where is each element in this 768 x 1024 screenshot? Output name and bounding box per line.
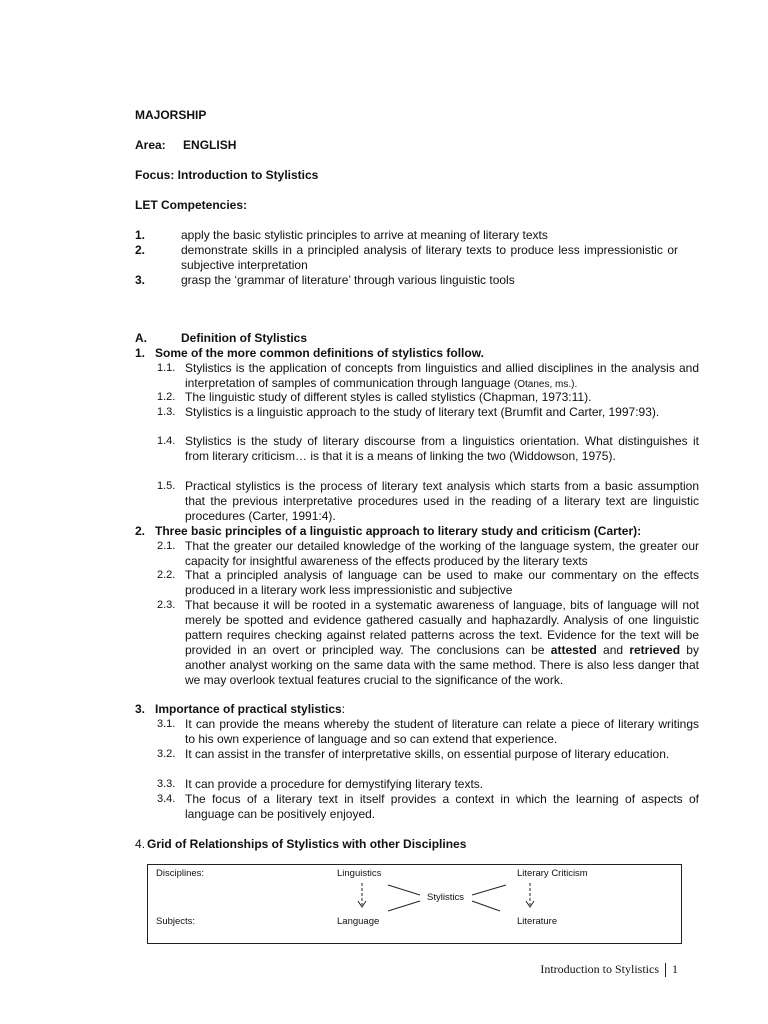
- focus-line: Focus: Introduction to Stylistics: [135, 168, 319, 182]
- sub-text: [185, 361, 699, 393]
- item-number-dot: .: [141, 837, 146, 851]
- sub-text: It can assist in the transfer of interpretative skills, on essential purpose of literary education.: [185, 747, 670, 761]
- emphasis-attested: attested: [550, 642, 597, 657]
- connector-line: [472, 885, 506, 895]
- competency-text: grasp the ‘grammar of literature’ through various linguistic tools: [181, 273, 515, 287]
- sub-text: The linguistic study of different styles is called stylistics (Chapman, 1973:11).: [185, 390, 592, 404]
- sub-text: That a principled analysis of language can be used to make our commentary on the effects produced in a literary work less impressionistic and subjective: [185, 568, 699, 597]
- competency-number: 1.: [135, 228, 146, 242]
- area-line: [135, 138, 236, 152]
- item-number: 1.: [135, 346, 146, 360]
- sub-number: 2.1.: [157, 540, 176, 552]
- sub-number: 2.3.: [157, 599, 176, 611]
- item-number-digit: 4: [135, 837, 142, 851]
- sub-number: 1.2.: [157, 391, 176, 403]
- section-title: Definition of Stylistics: [181, 331, 308, 345]
- sub-text-part: by another analyst working on the same data with the same method. There is also less danger that we may overlook textual features crucial to the significance of the work.: [185, 642, 699, 687]
- competency-text: demonstrate skills in a principled analysis of literary texts to produce less impressionistic or subjective interpretation: [181, 243, 678, 272]
- subjects-label: Subjects:: [156, 916, 196, 927]
- item-title: Three basic principles of a linguistic approach to literary study and criticism (Carter):: [155, 524, 642, 538]
- connector-line: [388, 885, 420, 895]
- competency-number: 2.: [135, 243, 146, 257]
- item-title: Some of the more common definitions of stylistics follow.: [155, 346, 484, 360]
- linguistics-label: Linguistics: [337, 868, 382, 879]
- item-number: [135, 837, 145, 852]
- item-title-text: Importance of practical stylistics: [155, 702, 342, 716]
- citation-small: (Otanes, ms.).: [513, 378, 578, 390]
- sub-number: 3.2.: [157, 748, 176, 760]
- sub-text: It can provide the means whereby the student of literature can relate a piece of literary writings to his own experience of language and so can extend that experience.: [185, 717, 699, 746]
- stylistics-label: Stylistics: [427, 892, 464, 903]
- connector-line: [472, 901, 500, 911]
- sub-text: Practical stylistics is the process of literary text analysis which starts from a basic assumption that the previous interpretative procedures used in the reading of a literary text are linguistic procedures (Carter, 1991:4).: [185, 479, 699, 523]
- area-value: ENGLISH: [183, 138, 237, 152]
- item-title-colon: :: [341, 702, 346, 716]
- section-a-heading: [135, 331, 308, 345]
- sub-text-main: Stylistics is the application of concepts from linguistics and allied disciplines in the analysis and interpretation of samples of communication through language: [185, 361, 699, 390]
- language-label: Language: [337, 916, 380, 927]
- footer-divider: [665, 963, 666, 977]
- stylistics-grid: [147, 864, 682, 944]
- sub-number: 1.3.: [157, 406, 176, 418]
- sub-text-part: and: [603, 642, 624, 657]
- page-footer: [540, 962, 678, 977]
- grid-connectors: [148, 865, 681, 943]
- sub-text: Stylistics is a linguistic approach to the study of literary text (Brumfit and Carter, 1997:93).: [185, 405, 660, 419]
- let-competencies-heading: LET Competencies:: [135, 198, 248, 212]
- disciplines-label: Disciplines:: [156, 868, 205, 879]
- section-letter: A.: [135, 331, 147, 345]
- literature-label: Literature: [517, 916, 558, 927]
- competency-number: 3.: [135, 273, 146, 287]
- competency-text: apply the basic stylistic principles to arrive at meaning of literary texts: [181, 228, 548, 242]
- emphasis-retrieved: retrieved: [629, 642, 681, 657]
- sub-number: 3.1.: [157, 718, 176, 730]
- item-title: [155, 702, 345, 717]
- area-label: Area:: [135, 138, 166, 152]
- majorship-heading: MAJORSHIP: [135, 108, 207, 122]
- sub-text-part: That because it will be rooted in a systematic awareness of language, bits of language will not merely be spotted and evidence gathered casually and haphazardly. Analysis of one linguistic pattern requires checking against related patterns across the text. Evidence for the text will be provided in an overt or principled way. The conclusions can be: [185, 598, 699, 657]
- sub-number: 2.2.: [157, 569, 176, 581]
- sub-text: Stylistics is the study of literary discourse from a linguistics orientation. What distinguishes it from literary criticism… is that it is a means of linking the two (Widdowson, 1975).: [185, 434, 699, 463]
- sub-text: It can provide a procedure for demystifying literary texts.: [185, 777, 484, 791]
- sub-number: 1.4.: [157, 435, 176, 447]
- page-number: 1: [672, 962, 678, 976]
- sub-number: 3.3.: [157, 778, 176, 790]
- literary-criticism-label: Literary Criticism: [517, 868, 588, 879]
- item-number: 3.: [135, 702, 146, 716]
- sub-text: [185, 598, 699, 687]
- footer-title: Introduction to Stylistics: [540, 962, 659, 976]
- sub-text: The focus of a literary text in itself provides a context in which the learning of aspects of language can be positively enjoyed.: [185, 792, 699, 821]
- sub-number: 3.4.: [157, 793, 176, 805]
- item-number: 2.: [135, 524, 146, 538]
- sub-number: 1.1.: [157, 362, 176, 374]
- sub-text: That the greater our detailed knowledge of the working of the language system, the greater our capacity for insightful awareness of the effects produced by the literary texts: [185, 539, 699, 568]
- sub-number: 1.5.: [157, 480, 176, 492]
- item-title: Grid of Relationships of Stylistics with other Disciplines: [147, 837, 467, 851]
- connector-line: [388, 901, 420, 911]
